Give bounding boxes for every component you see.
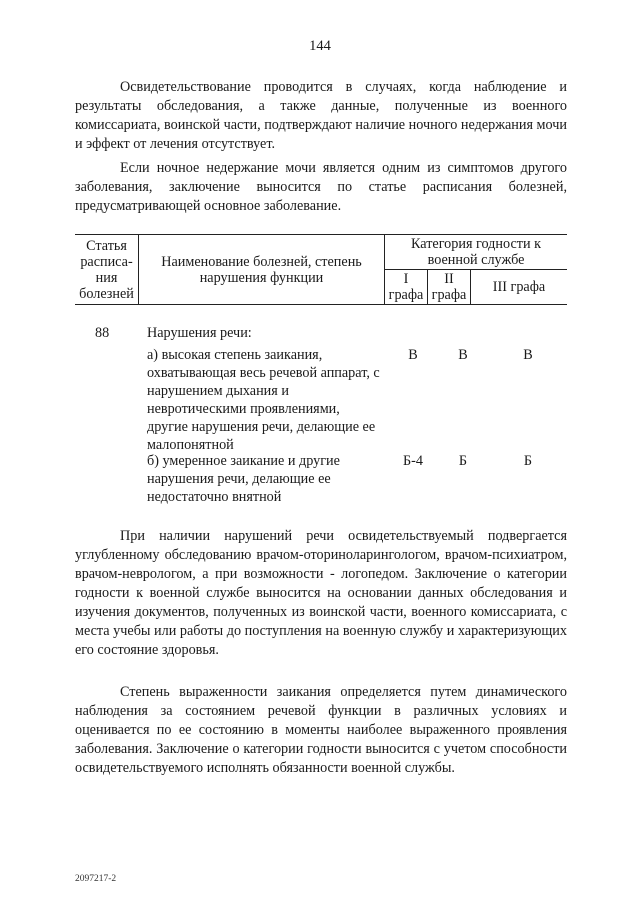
- row-title: Нарушения речи:: [147, 325, 252, 341]
- header-col-2: II графа: [428, 270, 471, 305]
- header-category: Категория годности к военной службе: [385, 235, 568, 270]
- grade-col-1: В: [408, 347, 418, 363]
- page-number: 144: [309, 38, 331, 54]
- header-disease-name: Наименование болезней, степень нарушения функции: [139, 235, 385, 305]
- table-row: а) высокая степень заикания, охватывающая весь речевой аппарат, с нарушением дыхания и невротическими проявлениями, другие нарушения речи, делающие ее малопонятной: [147, 347, 380, 453]
- article-number: 88: [95, 325, 110, 341]
- paragraph-nocturnal: Если ночное недержание мочи является одним из симптомов другого заболевания, заключение выносится по статье расписания болезней, предусматривающей основное заболевание.: [75, 160, 567, 214]
- grade-col-2: В: [458, 347, 468, 363]
- document-code: 2097217-2: [75, 874, 117, 884]
- schedule-table-header: [75, 234, 567, 305]
- grade-col-1: Б-4: [403, 453, 423, 469]
- header-col-1: I графа: [385, 270, 428, 305]
- table-row: б) умеренное заикание и другие нарушения речи, делающие ее недостаточно внятной: [147, 453, 340, 505]
- paragraph-stuttering-degree: Степень выраженности заикания определяется путем динамического наблюдения за состоянием речевой функции в различных условиях и оценивается по ее состоянию в моменты наиболее выраженного проявления заболевания. Заключение о категории годности выносится с учетом способности освидетельствуемого исполнять обязанности военной службы.: [75, 684, 567, 776]
- grade-col-2: Б: [458, 453, 468, 469]
- header-article: Статья расписа-ния болезней: [75, 235, 139, 305]
- grade-col-3: Б: [523, 453, 533, 469]
- grade-col-3: В: [523, 347, 533, 363]
- paragraph-examination: Освидетельствование проводится в случаях, когда наблюдение и результаты обследования, а также данные, полученные из военного комиссариата, воинской части, подтверждают наличие ночного недержания мочи и эффект от лечения отсутствует.: [75, 79, 567, 152]
- paragraph-speech-examination: При наличии нарушений речи освидетельствуемый подвергается углубленному обследованию врачом-оториноларингологом, врачом-психиатром, врачом-неврологом, а при возможности - логопедом. Заключение о категории годности к военной службе выносится на основании данных обследования и изучения документов, полученных из воинской части, военного комиссариата, с места учебы или работы до поступления на военную службу и характеризующих его состояние здоровья.: [75, 528, 567, 658]
- header-col-3: III графа: [471, 270, 568, 305]
